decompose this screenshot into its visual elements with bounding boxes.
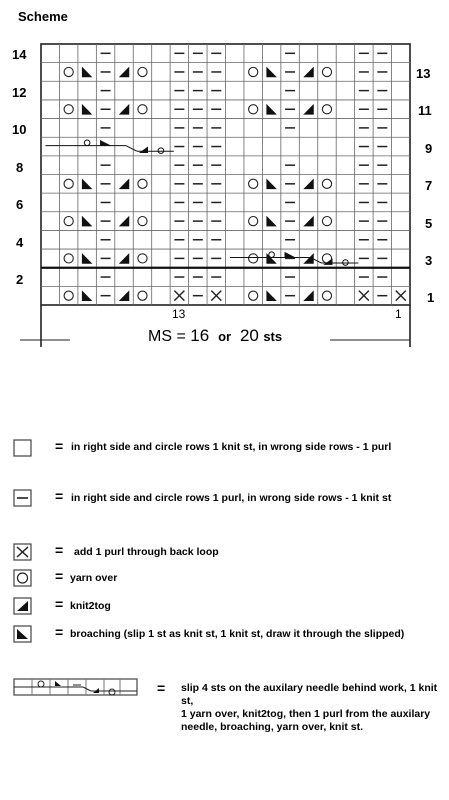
legend-blank-text: in right side and circle rows 1 knit st, in wrong side rows - 1 purl (71, 441, 392, 453)
dash-square-icon (13, 489, 33, 507)
right-row-number: 9 (425, 141, 433, 156)
blank-square-icon (13, 439, 33, 457)
broaching-icon (13, 625, 33, 643)
stitch-number: 13 (172, 307, 186, 321)
ms-unit: sts (263, 329, 283, 344)
right-row-number: 3 (425, 253, 433, 268)
left-row-number: 12 (12, 85, 27, 100)
multiple-of-stitches (148, 326, 282, 346)
left-row-number: 10 (12, 122, 27, 137)
legend-cable-text (181, 682, 449, 734)
legend-k2tog-text: knit2tog (70, 600, 111, 612)
ms-or: or (218, 329, 232, 344)
left-row-number: 8 (16, 160, 24, 175)
left-row-number: 6 (16, 197, 24, 212)
knit2tog-icon (13, 597, 33, 615)
right-row-number: 13 (416, 66, 431, 81)
legend-dash-text: in right side and circle rows 1 purl, in wrong side rows - 1 knit st (71, 492, 392, 504)
right-row-number: 1 (427, 290, 435, 305)
stitch-number: 1 (395, 307, 402, 321)
equals-sign: = (157, 680, 166, 696)
page-title: Scheme (18, 9, 68, 24)
cable-crossing-icon (13, 675, 139, 697)
equals-sign: = (55, 568, 64, 584)
legend-circle-text: yarn over (70, 572, 118, 584)
circle-square-icon (13, 569, 33, 587)
legend-cable-line: 1 yarn over, knit2tog, then 1 purl from the auxilary (181, 708, 431, 720)
knitting-chart (0, 0, 449, 360)
legend-cable-line: slip 4 sts on the auxilary needle behind work, 1 knit st, (181, 682, 438, 707)
ms-value-a: 16 (190, 326, 210, 345)
left-row-number: 2 (16, 272, 24, 287)
ms-label: MS = (148, 328, 186, 345)
ms-value-b: 20 (239, 326, 259, 345)
legend-cable-line: needle, broaching, yarn over, knit st. (181, 721, 364, 733)
right-row-number: 5 (425, 216, 433, 231)
right-row-number: 11 (418, 103, 432, 118)
equals-sign: = (55, 542, 64, 558)
cross-square-icon (13, 543, 33, 561)
equals-sign: = (55, 438, 64, 454)
equals-sign: = (55, 596, 64, 612)
left-row-number: 4 (16, 235, 24, 250)
equals-sign: = (55, 488, 64, 504)
right-row-number: 7 (425, 178, 433, 193)
left-row-number: 14 (12, 47, 27, 62)
legend-broach-text: broaching (slip 1 st as knit st, 1 knit st, draw it through the slipped) (70, 628, 405, 640)
legend-cross-text: add 1 purl through back loop (74, 546, 219, 558)
equals-sign: = (55, 624, 64, 640)
